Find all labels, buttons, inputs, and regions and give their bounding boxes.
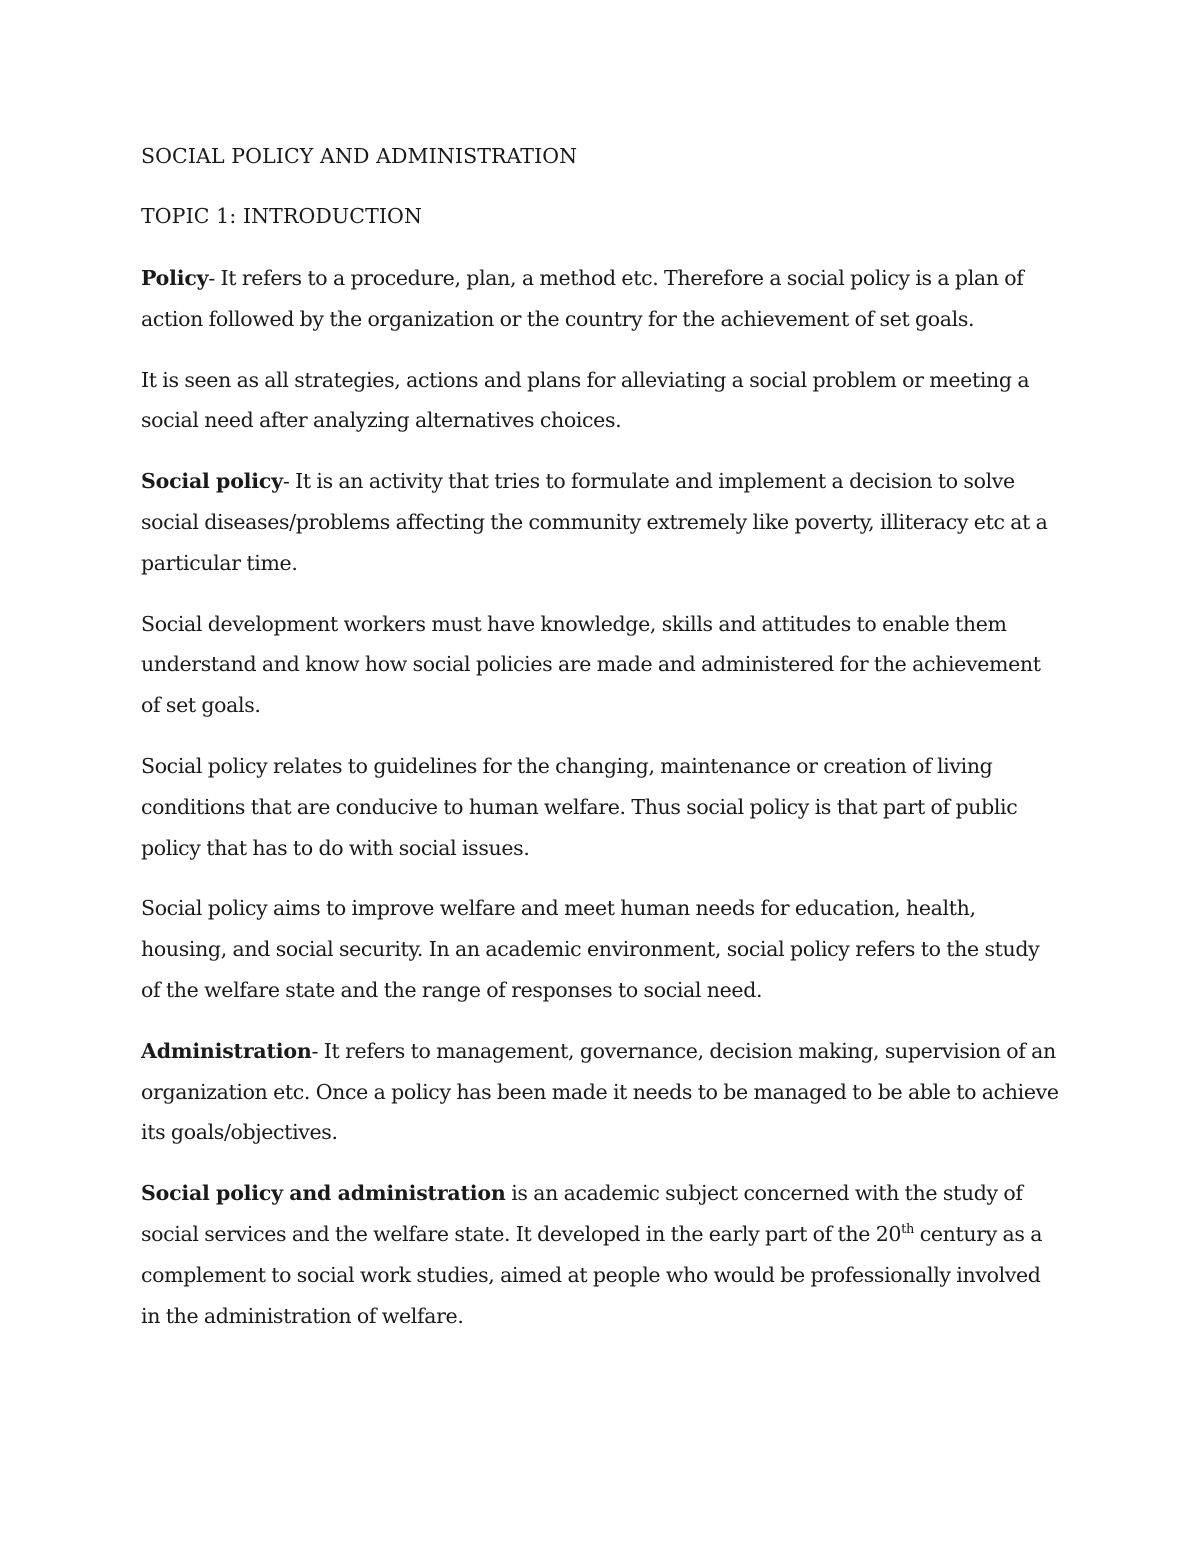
paragraph-text: Social policy aims to improve welfare and meet human needs for education, health, housing, and social security. In an academic environment, social policy refers to the study of the welfare state and the range of responses to social need.	[141, 896, 1040, 1002]
paragraph-development-workers	[141, 604, 1061, 726]
paragraph-text: It is seen as all strategies, actions and plans for alleviating a social problem or meeting a social need after analyzing alternatives choices.	[141, 367, 1030, 433]
paragraph-welfare-aims	[141, 888, 1061, 1010]
paragraph-text: Social development workers must have knowledge, skills and attitudes to enable them understand and know how social policies are made and administered for the achievement of set goals.	[141, 611, 1041, 718]
paragraph-policy-definition	[141, 258, 1061, 340]
paragraph-text: Social policy relates to guidelines for the changing, maintenance or creation of living conditions that are conducive to human welfare. Thus social policy is that part of public policy that has to do with social issues.	[141, 753, 1018, 860]
paragraph-text: - It refers to management, governance, decision making, supervision of an organization etc. Once a policy has been made it needs to be managed to be able to achieve its goals/objectives.	[141, 1038, 1059, 1145]
term-administration: Administration	[141, 1038, 312, 1063]
paragraph-administration-definition	[141, 1031, 1061, 1153]
paragraph-policy-and-administration	[141, 1173, 1061, 1336]
topic-heading: TOPIC 1: INTRODUCTION	[141, 204, 423, 228]
term-social-policy: Social policy	[141, 469, 283, 494]
term-policy: Policy	[141, 266, 209, 290]
term-social-policy-and-administration: Social policy and administration	[141, 1181, 506, 1206]
paragraph-text: - It is an activity that tries to formulate and implement a decision to solve social diseases/problems affecting the community extremely like poverty, illiteracy etc at a particular time.	[141, 469, 1048, 575]
paragraph-social-policy-definition	[141, 461, 1061, 583]
paragraph-text: is an academic subject concerned with the study of social services and the welfare state. It developed in the early part of the 20	[141, 1181, 1023, 1246]
ordinal-superscript: th	[901, 1222, 915, 1238]
document-body	[141, 138, 1061, 1356]
paragraph-strategies	[141, 360, 1061, 442]
paragraph-text: - It refers to a procedure, plan, a method etc. Therefore a social policy is a plan of action followed by the organization or the country for the achievement of set goals.	[141, 266, 1024, 331]
paragraph-text-continued: century as a complement to social work studies, aimed at people who would be professionally involved in the administration of welfare.	[141, 1221, 1043, 1328]
paragraph-guidelines	[141, 746, 1061, 868]
document-title: SOCIAL POLICY AND ADMINISTRATION	[141, 144, 578, 168]
